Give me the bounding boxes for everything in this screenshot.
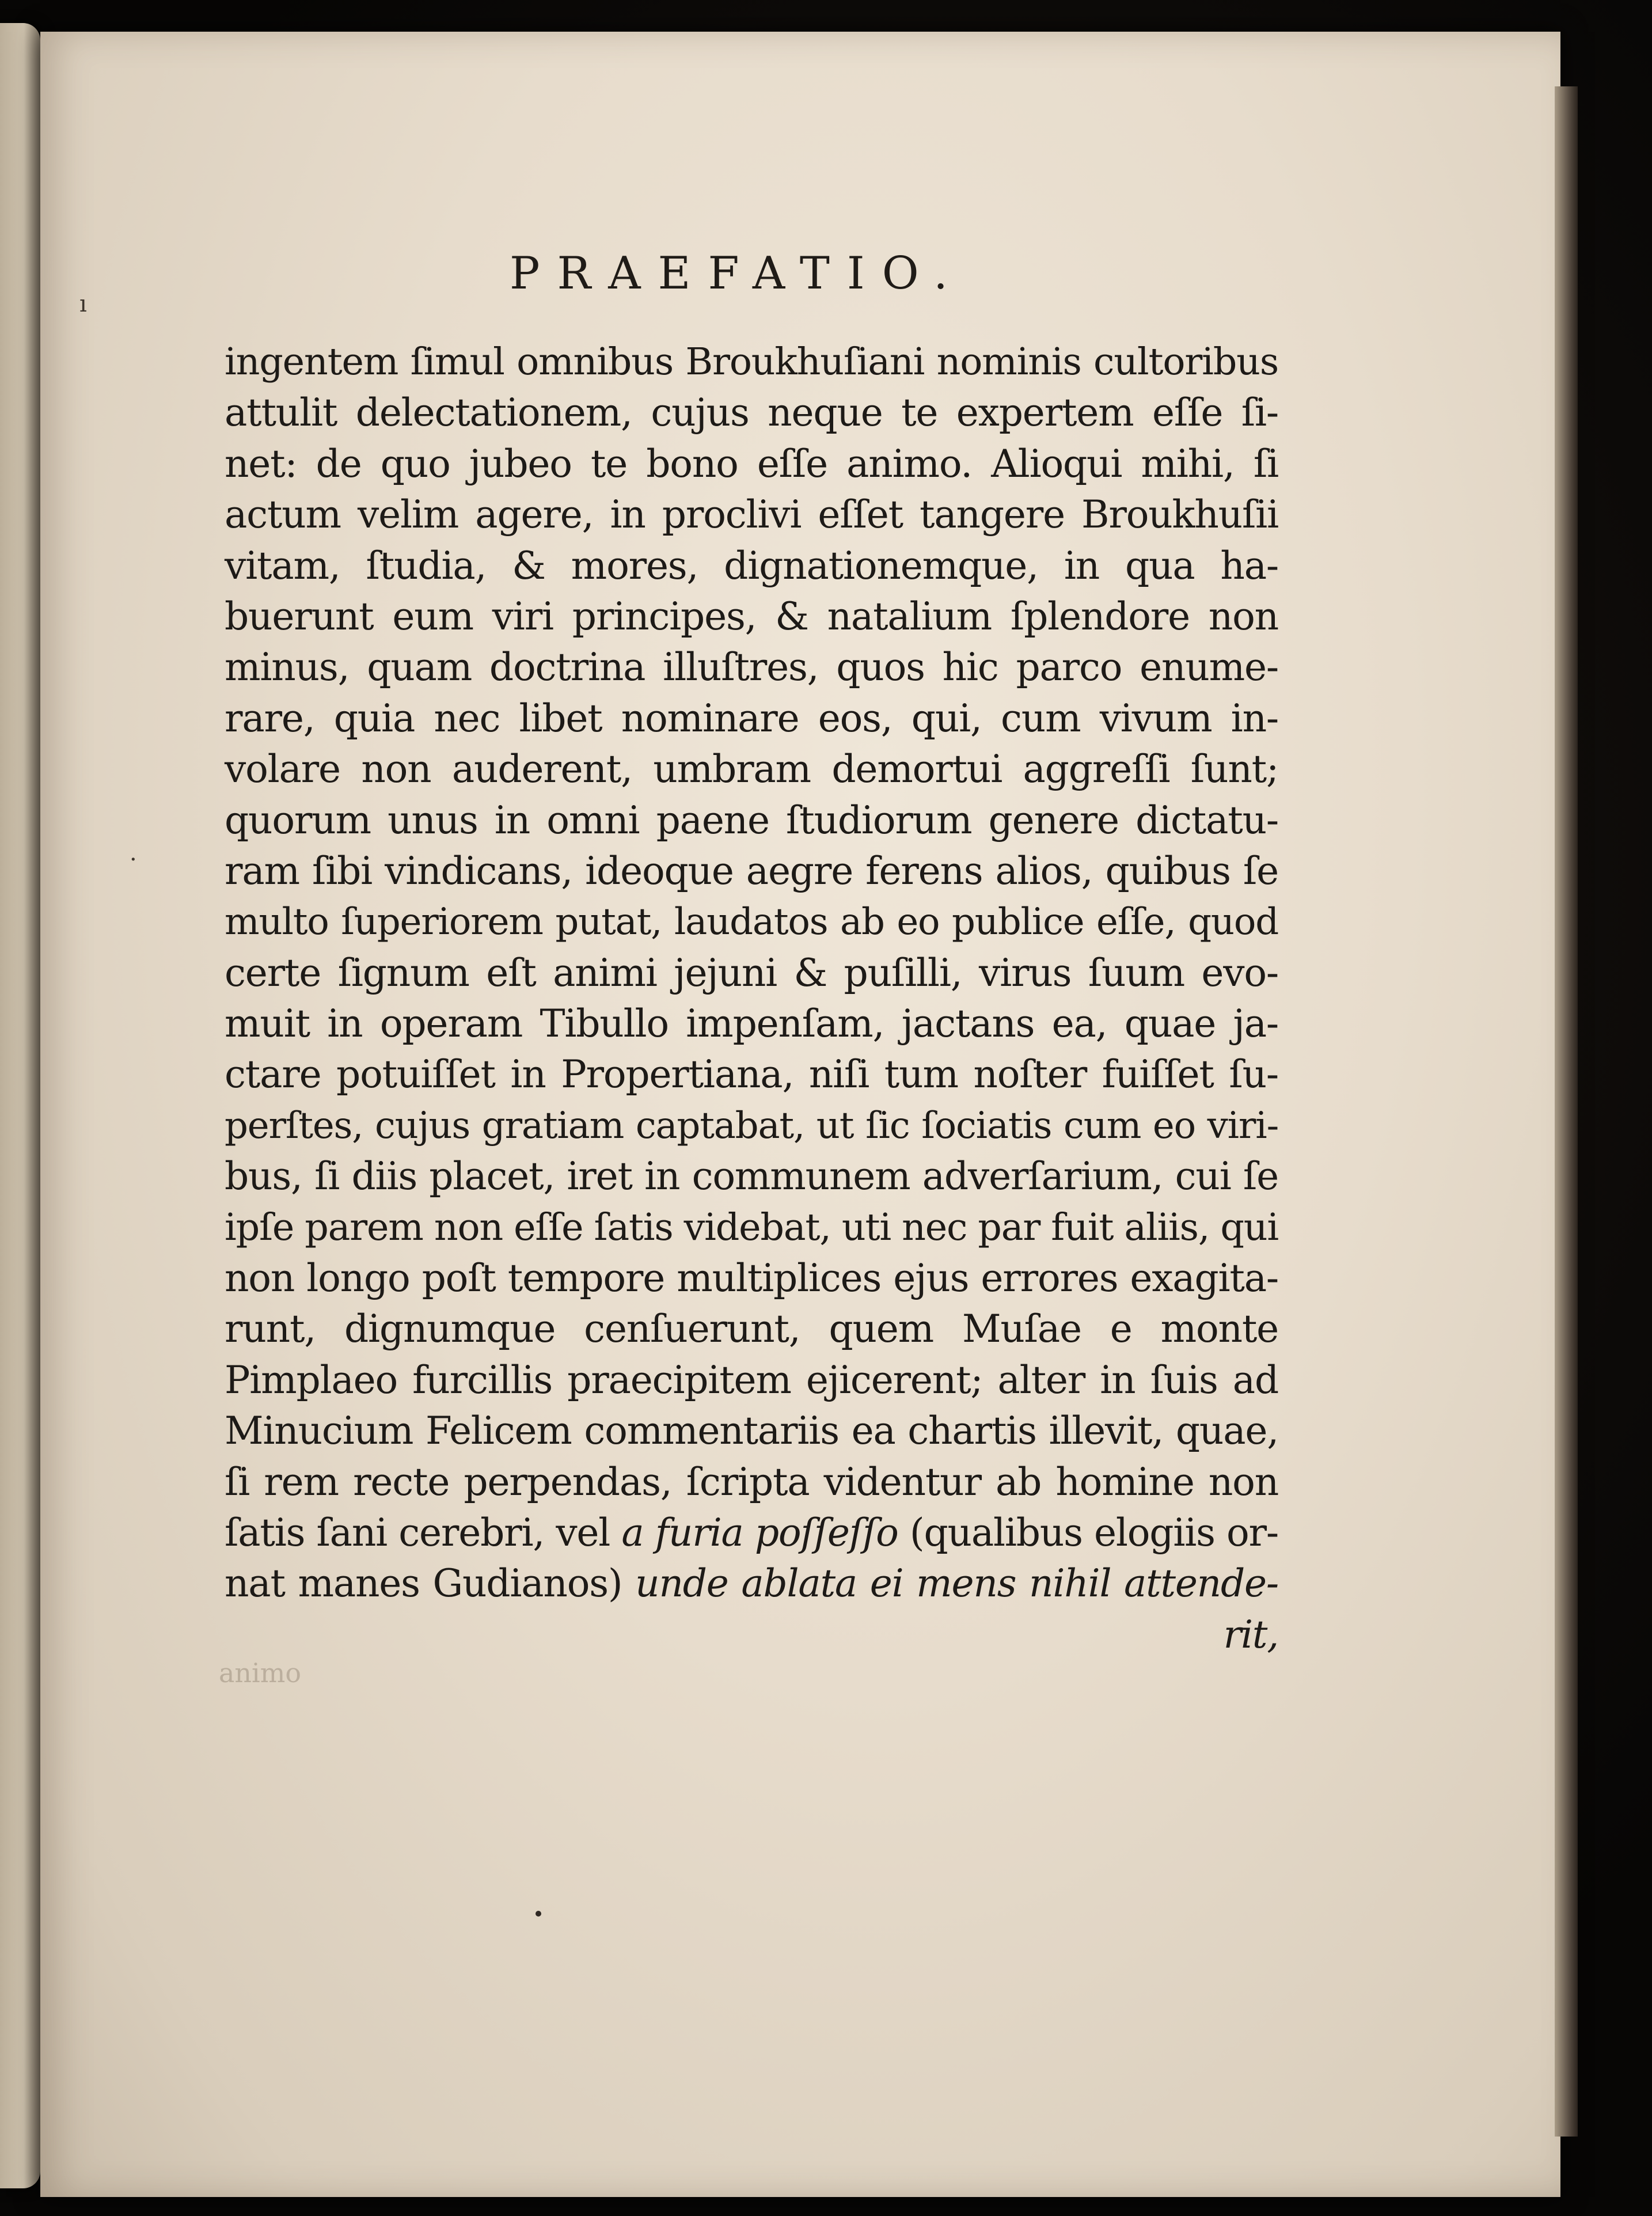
facing-page-edge xyxy=(0,23,40,2188)
text-run: Minucium Felicem commentariis ea chartis illevit, quae, xyxy=(225,1409,1278,1454)
paper-speck xyxy=(536,1911,541,1917)
text-run: certe ſignum eſt animi jejuni & puſilli, virus ſuum evo- xyxy=(225,950,1278,995)
text-line xyxy=(225,1406,1278,1456)
text-line xyxy=(225,1610,1278,1660)
italic-run: unde ablata ei mens nihil attende- xyxy=(635,1561,1279,1606)
text-line xyxy=(225,948,1278,999)
text-run: (qualibus elogiis or- xyxy=(898,1510,1279,1555)
text-line xyxy=(225,490,1278,540)
text-line xyxy=(225,897,1278,947)
text-run: minus, quam doctrina illuſtres, quos hic parco enume- xyxy=(225,645,1278,690)
text-run: attulit delectationem, cujus neque te expertem eſſe ſi- xyxy=(225,390,1278,435)
text-run: multo ſuperiorem putat, laudatos ab eo publice eſſe, quod xyxy=(225,901,1278,944)
text-line xyxy=(225,1457,1278,1508)
text-run: actum velim agere, in proclivi eſſet tangere Broukhuſii xyxy=(225,492,1278,537)
text-run: bus, ſi diis placet, iret in communem adverſarium, cui ſe xyxy=(225,1154,1278,1199)
text-run: quorum unus in omni paene ſtudiorum genere dictatu- xyxy=(225,798,1278,843)
text-line xyxy=(225,1202,1278,1253)
text-line xyxy=(225,1355,1278,1406)
margin-mark: · xyxy=(130,847,137,873)
text-run: nat manes Gudianos) xyxy=(225,1561,636,1606)
text-line xyxy=(225,591,1278,642)
text-line xyxy=(225,846,1278,897)
page-fore-edge xyxy=(1555,86,1578,2137)
text-run: rare, quia nec libet nominare eos, qui, cum vivum in- xyxy=(225,696,1278,741)
text-run: net: de quo jubeo te bono eſſe animo. Alioqui mihi, ſi xyxy=(225,441,1278,486)
text-run: muit in operam Tibullo impenſam, jactans ea, quae ja- xyxy=(225,1001,1278,1046)
text-run: ram ſibi vindicans, ideoque aegre ferens alios, quibus ſe xyxy=(225,848,1278,893)
text-run: buerunt eum viri principes, & natalium ſplendore non xyxy=(225,594,1278,639)
text-line xyxy=(225,1508,1278,1558)
italic-run: rit, xyxy=(1223,1612,1278,1657)
text-run: perſtes, cujus gratiam captabat, ut ſic ſociatis cum eo viri- xyxy=(225,1104,1278,1147)
text-run: ipſe parem non eſſe ſatis videbat, uti nec par fuit aliis, qui xyxy=(225,1205,1278,1249)
text-run: ſatis ſani cerebri, vel xyxy=(225,1510,622,1555)
text-run: ingentem ſimul omnibus Broukhuſiani nominis cultoribus xyxy=(225,340,1278,384)
text-line xyxy=(225,744,1278,795)
italic-run: a furia poſſeſſo xyxy=(621,1510,898,1555)
text-run: ctare potuiſſet in Propertiana, niſi tum noſter fuiſſet ſu- xyxy=(225,1052,1278,1097)
text-line xyxy=(225,1304,1278,1354)
text-line xyxy=(225,388,1278,438)
running-head: PRAEFATIO. xyxy=(510,248,965,299)
text-run: ſi rem recte perpendas, ſcripta videntur ab homine non xyxy=(225,1459,1278,1504)
text-line xyxy=(225,999,1278,1049)
text-line xyxy=(225,439,1278,490)
text-line xyxy=(225,541,1278,591)
text-run: volare non auderent, umbram demortui aggreſſi ſunt; xyxy=(225,747,1278,792)
margin-mark: ı xyxy=(79,291,87,317)
text-run: runt, dignumque cenſuerunt, quem Muſae e monte xyxy=(225,1307,1278,1352)
text-line xyxy=(225,337,1278,388)
catchword-bleed: animo xyxy=(219,1657,302,1688)
text-line xyxy=(225,795,1278,846)
text-run: non longo poſt tempore multiplices ejus errores exagita- xyxy=(225,1256,1278,1301)
text-line xyxy=(225,642,1278,693)
text-line xyxy=(225,1253,1278,1304)
text-run: vitam, ſtudia, & mores, dignationemque, in qua ha- xyxy=(225,543,1278,588)
text-line xyxy=(225,1558,1278,1609)
text-run: Pimplaeo furcillis praecipitem ejicerent; alter in ſuis ad xyxy=(225,1357,1278,1402)
text-line xyxy=(225,693,1278,744)
text-line xyxy=(225,1151,1278,1202)
body-text xyxy=(225,337,1278,1660)
text-line xyxy=(225,1101,1278,1151)
text-line xyxy=(225,1049,1278,1100)
